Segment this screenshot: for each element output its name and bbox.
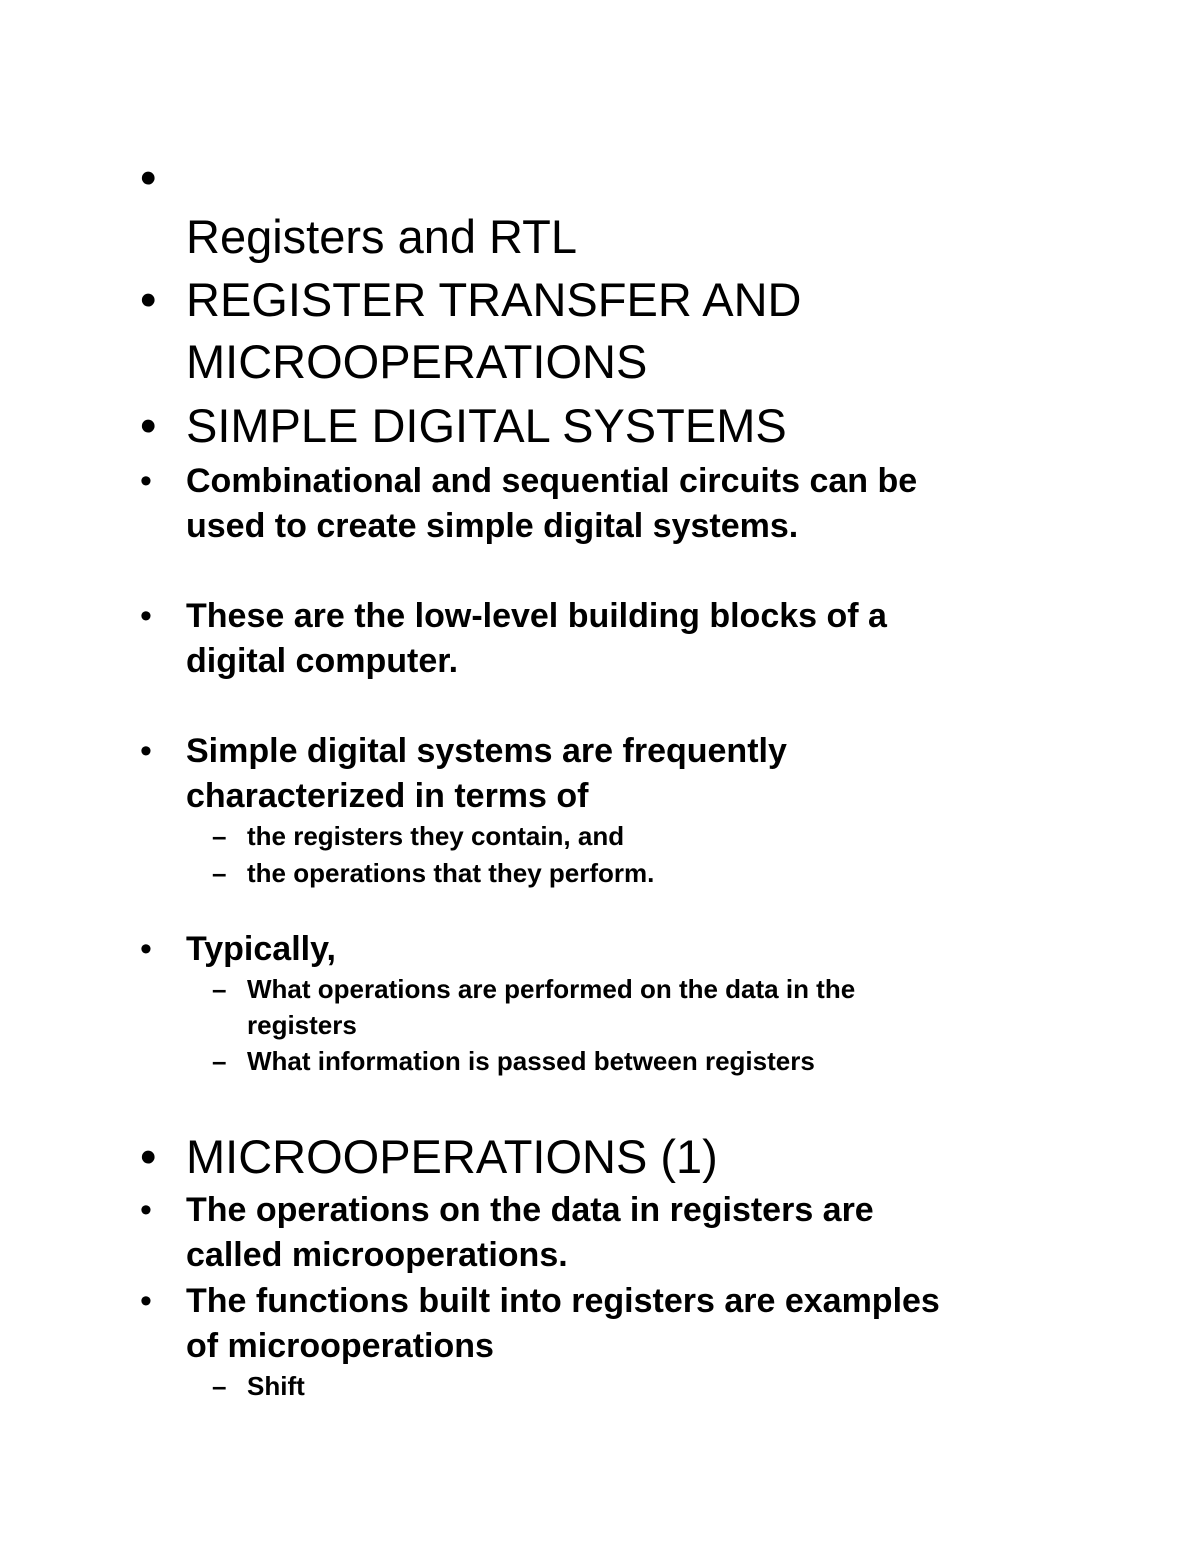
sub-item-text: Shift xyxy=(247,1371,305,1401)
heading-line: REGISTER TRANSFER AND xyxy=(186,273,802,326)
bullet-marker: • xyxy=(140,1191,152,1229)
paragraph-line: The operations on the data in registers are xyxy=(186,1191,874,1229)
bullet-marker: • xyxy=(140,399,157,452)
sub-item-text: What operations are performed on the data in the xyxy=(247,974,856,1004)
paragraph-line: These are the low-level building blocks of a xyxy=(186,597,887,635)
paragraph-line: characterized in terms of xyxy=(186,777,589,815)
dash-marker: – xyxy=(212,1046,227,1076)
dash-marker: – xyxy=(212,1371,227,1401)
paragraph-line: of microoperations xyxy=(186,1327,494,1365)
title-text: Registers and RTL xyxy=(186,210,577,263)
bullet-marker: • xyxy=(140,597,152,635)
bullet-marker: • xyxy=(140,732,152,770)
sub-item-text: the registers they contain, and xyxy=(247,821,625,851)
bullet-marker: • xyxy=(140,273,157,326)
sub-item-text: the operations that they perform. xyxy=(247,858,655,888)
bullet-marker: • xyxy=(140,462,152,500)
bullet-marker: • xyxy=(140,151,157,204)
heading-line: MICROOPERATIONS (1) xyxy=(186,1130,718,1183)
dash-marker: – xyxy=(212,821,227,851)
heading-line: SIMPLE DIGITAL SYSTEMS xyxy=(186,399,787,452)
dash-marker: – xyxy=(212,858,227,888)
paragraph-line: The functions built into registers are examples xyxy=(186,1282,940,1320)
paragraph-line: digital computer. xyxy=(186,642,459,680)
sub-item-text: What information is passed between registers xyxy=(247,1046,815,1076)
dash-marker: – xyxy=(212,974,227,1004)
sub-item-text: registers xyxy=(247,1010,357,1040)
paragraph-line: Combinational and sequential circuits can be xyxy=(186,462,918,500)
bullet-marker: • xyxy=(140,1130,157,1183)
paragraph-line: Simple digital systems are frequently xyxy=(186,732,787,770)
paragraph-line: called microoperations. xyxy=(186,1236,568,1274)
bullet-marker: • xyxy=(140,1282,152,1320)
paragraph-line: used to create simple digital systems. xyxy=(186,507,799,545)
bullet-marker: • xyxy=(140,930,152,968)
paragraph-line: Typically, xyxy=(186,930,336,968)
heading-line: MICROOPERATIONS xyxy=(186,335,648,388)
